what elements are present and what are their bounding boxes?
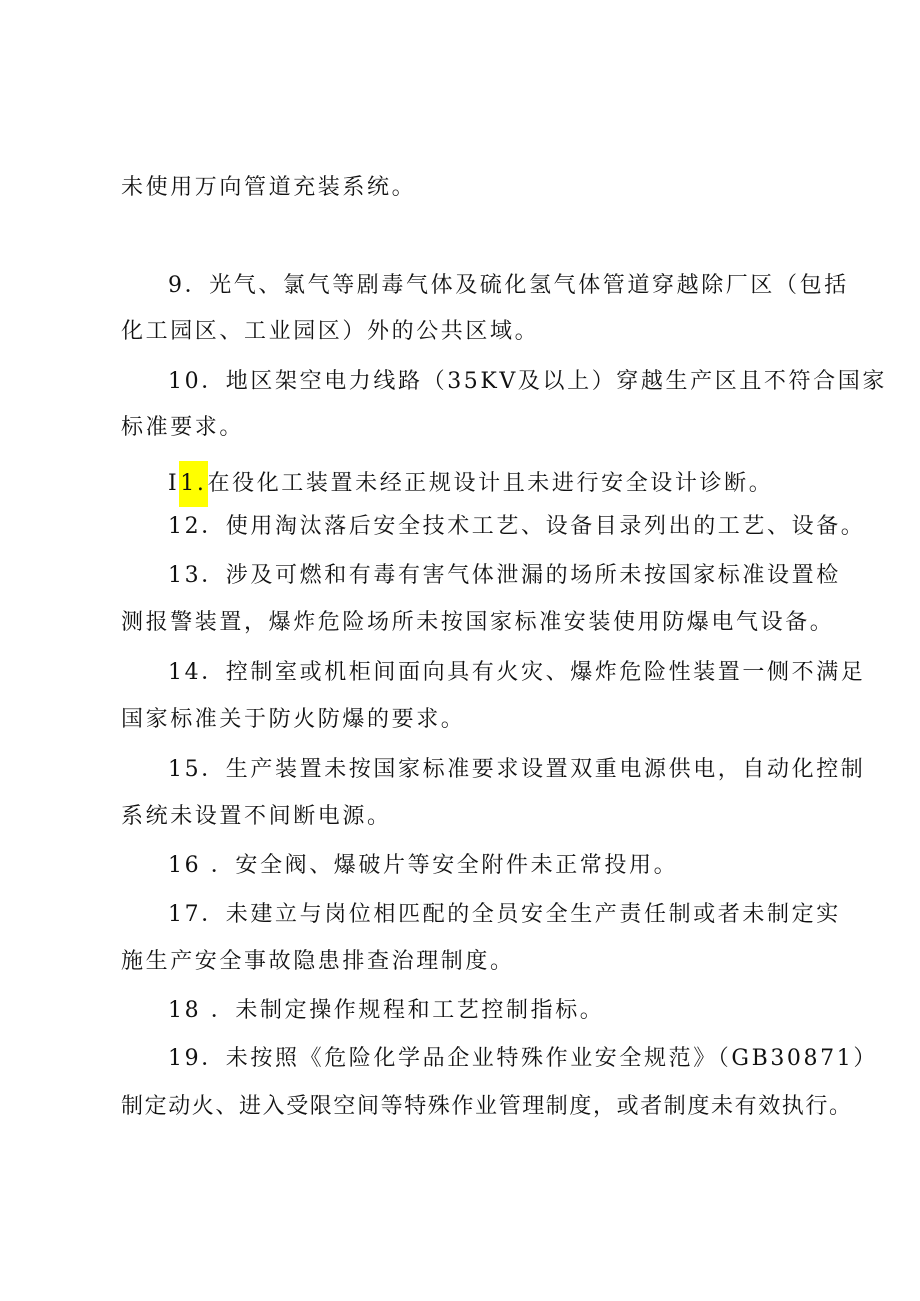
item11-prefix: I: [168, 471, 180, 496]
paragraph-line: 系统未设置不间断电源。: [121, 804, 392, 829]
paragraph-line: 9．光气、氯气等剧毒气体及硫化氢气体管道穿越除厂区（包括: [168, 273, 849, 298]
paragraph-line: 19．未按照《危险化学品企业特殊作业安全规范》（GB30871）: [168, 1046, 878, 1071]
paragraph-line: 14．控制室或机柜间面向具有火灾、爆炸危险性装置一侧不满足: [168, 660, 866, 685]
paragraph-line: 18 ．未制定操作规程和工艺控制指标。: [168, 998, 605, 1023]
paragraph-line: 15．生产装置未按国家标准要求设置双重电源供电，自动化控制: [168, 757, 866, 782]
paragraph-line: 制定动火、进入受限空间等特殊作业管理制度，或者制度未有效执行。: [121, 1094, 853, 1119]
paragraph-line: 施生产安全事故隐患排查治理制度。: [121, 949, 515, 974]
paragraph-line: 17．未建立与岗位相匹配的全员安全生产责任制或者未制定实: [168, 902, 841, 927]
paragraph-line: 16 ．安全阀、爆破片等安全附件未正常投用。: [168, 853, 679, 878]
item11-text: 在役化工装置未经正规设计且未进行安全设计诊断。: [207, 471, 774, 496]
paragraph-line: 10．地区架空电力线路（35KV及以上）穿越生产区且不符合国家: [168, 369, 887, 394]
highlighted-number: 1.: [179, 461, 207, 507]
paragraph-line-item-11: [0, 461, 920, 497]
paragraph-line: 12．使用淘汰落后安全技术工艺、设备目录列出的工艺、设备。: [168, 514, 866, 539]
paragraph-line: 13．涉及可燃和有毒有害气体泄漏的场所未按国家标准设置检: [168, 563, 841, 588]
paragraph-line: 测报警装置，爆炸危险场所未按国家标准安装使用防爆电气设备。: [121, 610, 835, 635]
paragraph-line: 化工园区、工业园区）外的公共区域。: [121, 319, 540, 344]
paragraph-line: 未使用万向管道充装系统。: [121, 175, 417, 200]
paragraph-line: 国家标准关于防火防爆的要求。: [121, 707, 466, 732]
paragraph-line: 标准要求。: [121, 415, 245, 440]
